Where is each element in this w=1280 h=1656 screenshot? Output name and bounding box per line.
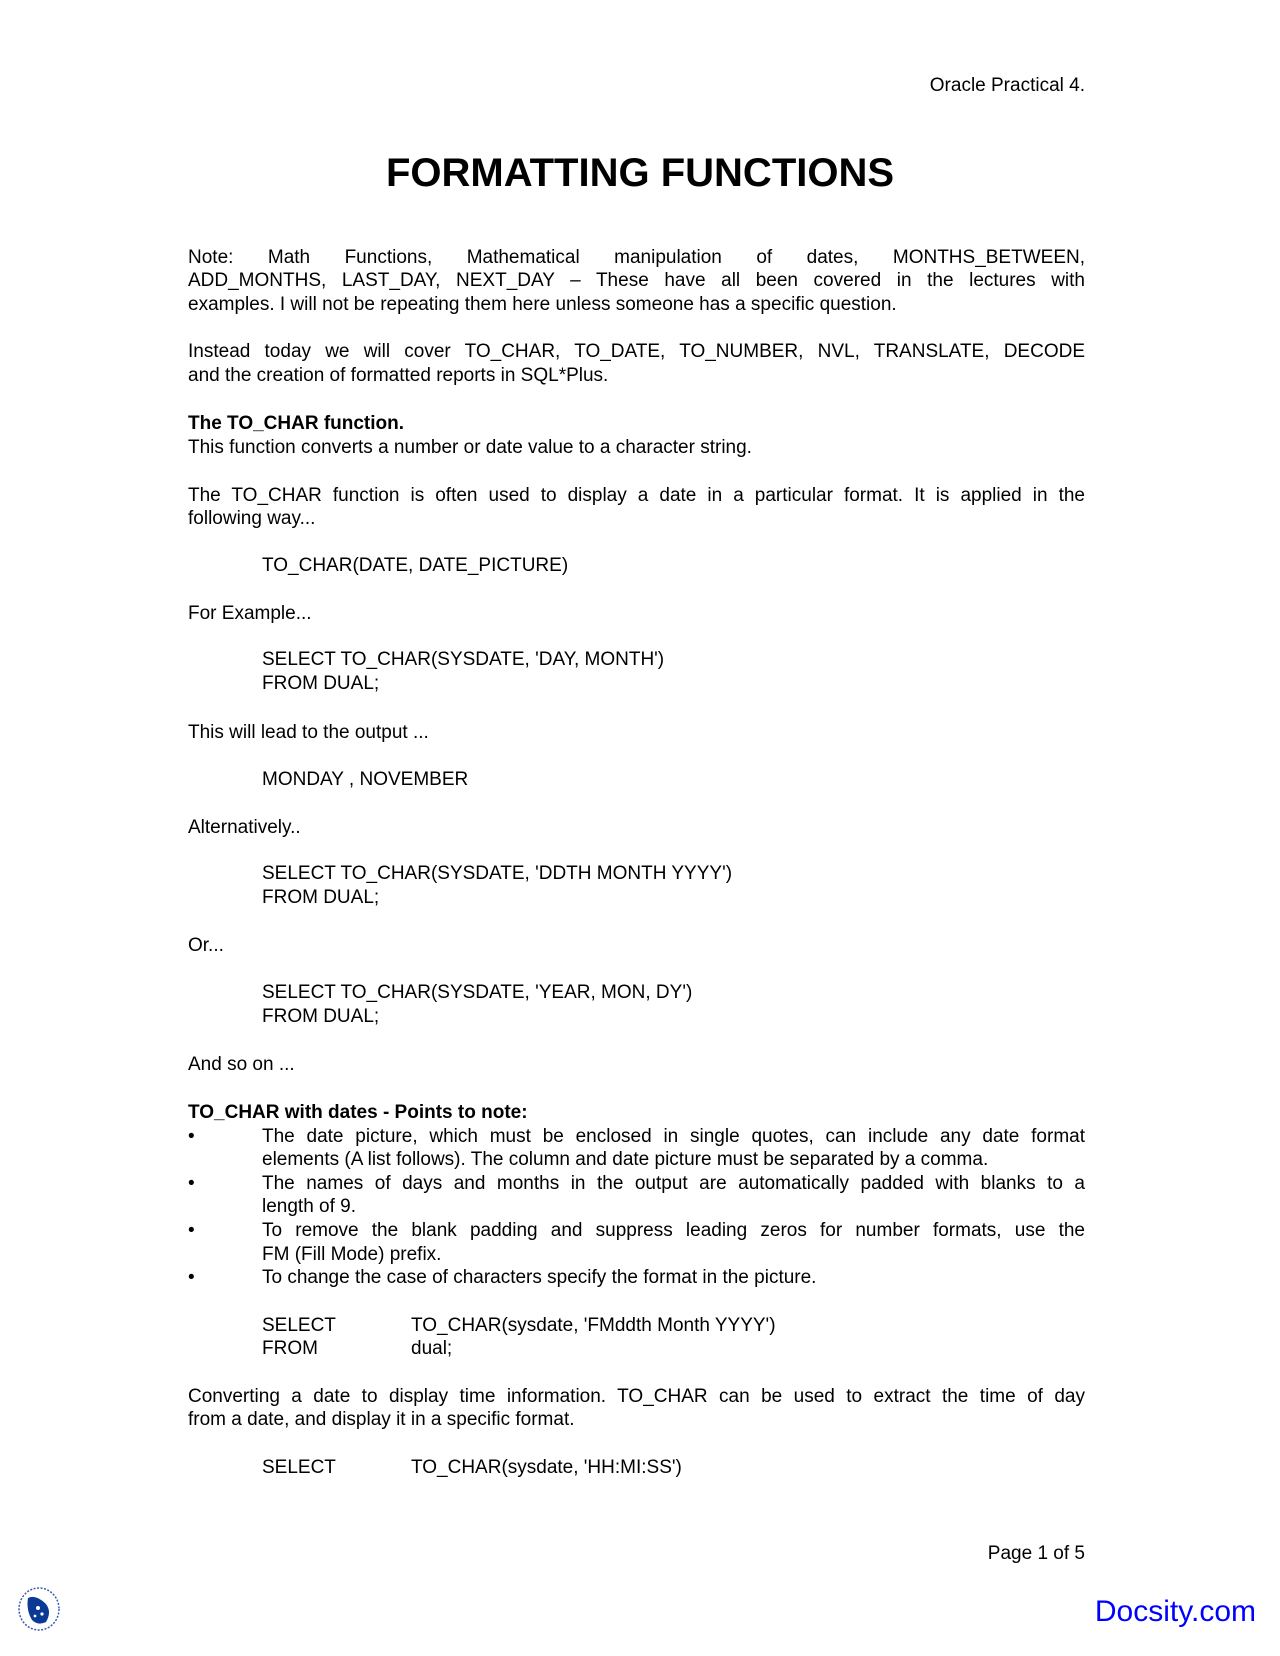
bullet-icon: •: [188, 1220, 195, 1241]
intro-line: Instead today we will cover TO_CHAR, TO_DATE, TO_NUMBER, NVL, TRANSLATE, DECODE: [188, 341, 1085, 362]
bullet-line: The names of days and months in the output are automatically padded with blanks to a: [262, 1173, 1085, 1194]
section-heading: The TO_CHAR function.: [188, 413, 405, 434]
code-line: FROM DUAL;: [262, 1006, 380, 1027]
bullet-line: elements (A list follows). The column and date picture must be separated by a comma.: [262, 1149, 989, 1170]
code-value: TO_CHAR(sysdate, 'FMddth Month YYYY'): [411, 1315, 776, 1336]
code-line: SELECT TO_CHAR(SYSDATE, 'YEAR, MON, DY'): [262, 982, 693, 1003]
bullet-line: To change the case of characters specify the format in the picture.: [262, 1267, 817, 1288]
bullet-line: The date picture, which must be enclosed in single quotes, can include any date format: [262, 1126, 1085, 1147]
paragraph: Or...: [188, 935, 224, 956]
document-header: Oracle Practical 4.: [929, 75, 1085, 96]
bullet-line: FM (Fill Mode) prefix.: [262, 1244, 442, 1265]
code-value: dual;: [411, 1338, 453, 1359]
paragraph-line: The TO_CHAR function is often used to display a date in a particular format. It is applied in the: [188, 485, 1085, 506]
paragraph: This will lead to the output ...: [188, 722, 429, 743]
paragraph: Alternatively..: [188, 817, 301, 838]
bullet-line: length of 9.: [262, 1196, 357, 1217]
note-line: Note: Math Functions, Mathematical manipulation of dates, MONTHS_BETWEEN,: [188, 247, 1085, 268]
code-syntax: TO_CHAR(DATE, DATE_PICTURE): [262, 555, 569, 576]
code-line: FROM DUAL;: [262, 887, 380, 908]
bullet-icon: •: [188, 1126, 195, 1147]
paragraph: This function converts a number or date value to a character string.: [188, 437, 752, 458]
code-line: FROM DUAL;: [262, 673, 380, 694]
code-keyword: FROM: [262, 1338, 318, 1359]
section-heading: TO_CHAR with dates - Points to note:: [188, 1102, 528, 1123]
code-line: SELECT TO_CHAR(SYSDATE, 'DDTH MONTH YYYY'): [262, 863, 733, 884]
bullet-line: To remove the blank padding and suppress leading zeros for number formats, use the: [262, 1220, 1085, 1241]
paragraph-line: following way...: [188, 508, 316, 529]
docsity-link[interactable]: Docsity.com: [1094, 1595, 1256, 1628]
paragraph: For Example...: [188, 603, 312, 624]
intro-line: and the creation of formatted reports in SQL*Plus.: [188, 365, 609, 386]
paragraph-line: Converting a date to display time information. TO_CHAR can be used to extract the time of day: [188, 1386, 1085, 1407]
paragraph: And so on ...: [188, 1054, 295, 1075]
docsity-logo-icon: [16, 1586, 62, 1632]
paragraph-line: from a date, and display it in a specific format.: [188, 1409, 575, 1430]
note-line: examples. I will not be repeating them here unless someone has a specific question.: [188, 294, 897, 315]
page-number: Page 1 of 5: [987, 1543, 1085, 1564]
note-line: ADD_MONTHS, LAST_DAY, NEXT_DAY – These have all been covered in the lectures with: [188, 270, 1085, 291]
bullet-icon: •: [188, 1173, 195, 1194]
code-value: TO_CHAR(sysdate, 'HH:MI:SS'): [411, 1457, 682, 1478]
code-keyword: SELECT: [262, 1457, 336, 1478]
bullet-icon: •: [188, 1267, 195, 1288]
page-title: FORMATTING FUNCTIONS: [385, 151, 895, 195]
code-line: SELECT TO_CHAR(SYSDATE, 'DAY, MONTH'): [262, 649, 665, 670]
code-output: MONDAY , NOVEMBER: [262, 769, 469, 790]
code-keyword: SELECT: [262, 1315, 336, 1336]
